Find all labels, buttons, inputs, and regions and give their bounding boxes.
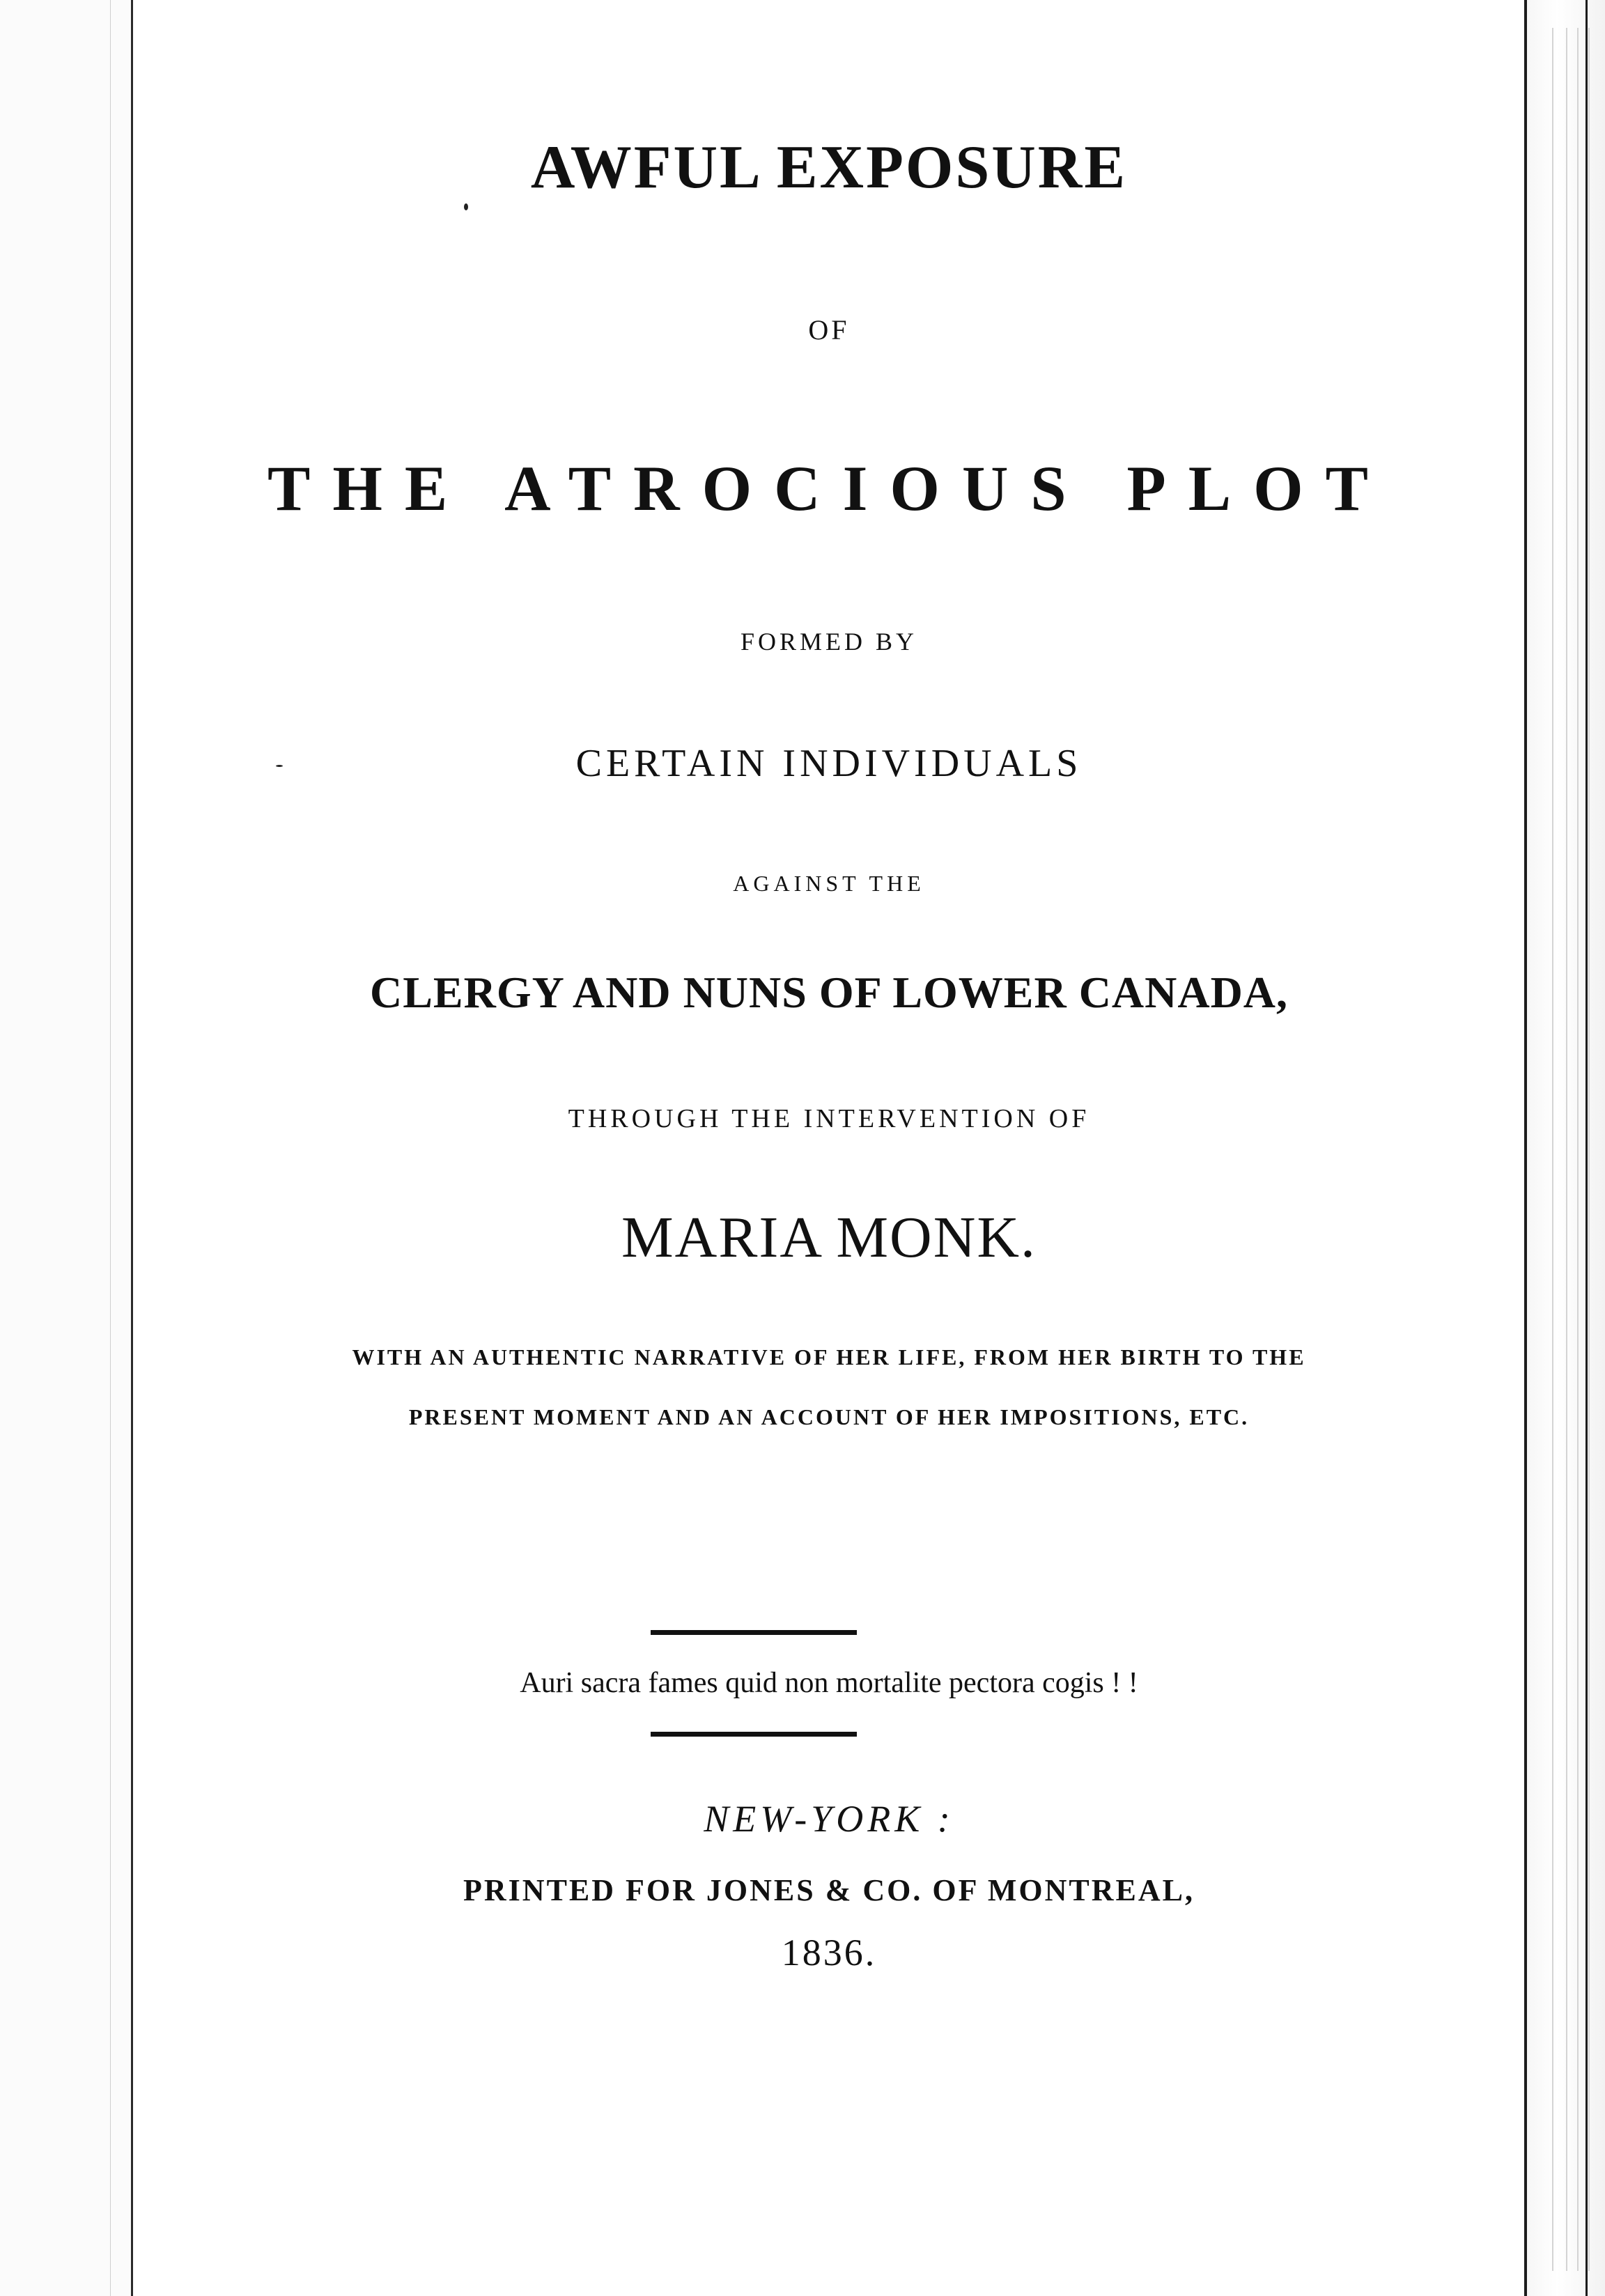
of-line: OF — [808, 314, 850, 346]
author-name: MARIA MONK. — [621, 1205, 1037, 1270]
formed-by-line: FORMED BY — [740, 628, 918, 656]
plot-line: THE ATROCIOUS PLOT — [267, 453, 1391, 524]
main-title: AWFUL EXPOSURE — [530, 134, 1128, 201]
subtitle-line-2: PRESENT MOMENT AND AN ACCOUNT OF HER IMPOSITIONS, ETC. — [408, 1404, 1250, 1429]
certain-individuals-line: CERTAIN INDIVIDUALS — [575, 742, 1083, 785]
leaf-edge — [1577, 28, 1579, 2271]
leaf-edge — [1566, 28, 1567, 2271]
right-page-border — [1524, 0, 1527, 2296]
page-fold-line — [131, 0, 133, 2296]
right-page-border — [1585, 0, 1588, 2296]
against-line: AGAINST THE — [733, 871, 925, 896]
left-gutter — [0, 0, 132, 2296]
subtitle-line-1: WITH AN AUTHENTIC NARRATIVE OF HER LIFE, FROM HER BIRTH TO THE — [352, 1344, 1306, 1370]
right-page-edges — [1526, 0, 1605, 2296]
latin-motto: Auri sacra fames quid non mortalite pectora cogis ! ! — [520, 1667, 1138, 1699]
imprint-year: 1836. — [781, 1932, 877, 1973]
gutter-shadow-line — [110, 0, 111, 2296]
leaf-edge — [1588, 28, 1590, 2271]
imprint-printer: PRINTED FOR JONES & CO. OF MONTREAL, — [463, 1873, 1195, 1907]
title-page-text — [139, 0, 1519, 2296]
rule-below-motto — [651, 1732, 857, 1737]
clergy-line: CLERGY AND NUNS OF LOWER CANADA, — [370, 968, 1288, 1017]
rule-above-motto — [651, 1630, 857, 1635]
imprint-city: NEW-YORK : — [704, 1798, 954, 1840]
leaf-edge — [1552, 28, 1553, 2271]
intervention-line: THROUGH THE INTERVENTION OF — [568, 1104, 1090, 1133]
